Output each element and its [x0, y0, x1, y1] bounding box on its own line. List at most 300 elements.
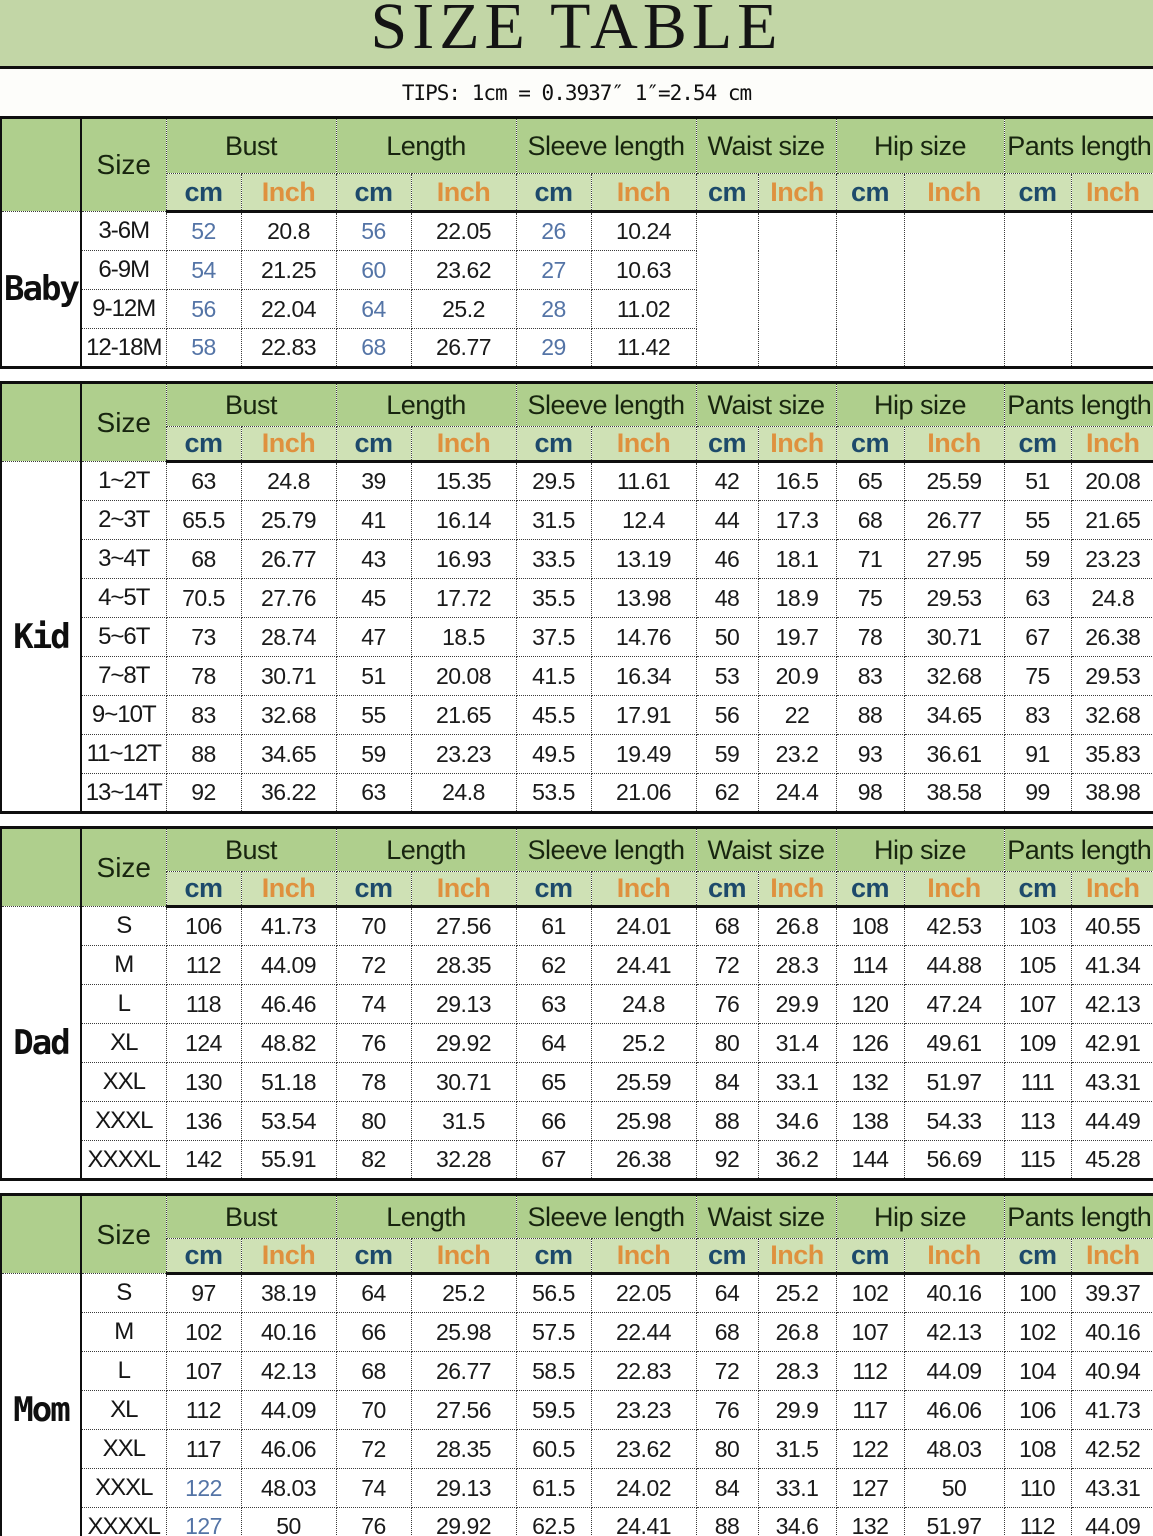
unit-header-cm-bust: cm — [166, 427, 241, 462]
size-cell: 13~14T — [81, 774, 166, 813]
value-cell: 29.13 — [411, 1469, 516, 1508]
unit-header-inch-waist-size: Inch — [758, 174, 836, 212]
unit-header-cm-bust: cm — [166, 1239, 241, 1274]
unit-header-inch-length: Inch — [411, 427, 516, 462]
table-row — [1, 985, 1153, 1024]
value-cell: 122 — [166, 1469, 241, 1508]
value-cell: 41 — [336, 501, 411, 540]
size-cell: S — [81, 1274, 166, 1313]
size-cell: XXL — [81, 1430, 166, 1469]
value-cell — [836, 329, 904, 368]
unit-header-cm-hip-size: cm — [836, 1239, 904, 1274]
value-cell: 44.49 — [1071, 1102, 1153, 1141]
value-cell: 26.77 — [904, 501, 1004, 540]
unit-header-cm-length: cm — [336, 174, 411, 212]
value-cell: 60.5 — [516, 1430, 591, 1469]
value-cell: 24.8 — [591, 985, 696, 1024]
header-corner-cell — [1, 828, 81, 907]
value-cell: 72 — [696, 946, 758, 985]
value-cell — [904, 329, 1004, 368]
value-cell: 111 — [1004, 1063, 1071, 1102]
tips-text: TIPS: 1cm = 0.3937″ 1″=2.54 cm — [401, 80, 752, 105]
table-row — [1, 907, 1153, 946]
value-cell: 68 — [336, 329, 411, 368]
value-cell: 64 — [336, 290, 411, 329]
value-cell: 84 — [696, 1063, 758, 1102]
column-header-sleeve-length: Sleeve length — [516, 1195, 696, 1239]
group-label-baby: Baby — [1, 212, 81, 368]
table-row — [1, 1508, 1153, 1536]
value-cell: 53.5 — [516, 774, 591, 813]
value-cell: 68 — [836, 501, 904, 540]
value-cell: 51 — [1004, 462, 1071, 501]
value-cell: 44.88 — [904, 946, 1004, 985]
value-cell — [1071, 290, 1153, 329]
unit-header-cm-hip-size: cm — [836, 872, 904, 907]
value-cell: 24.8 — [241, 462, 336, 501]
value-cell: 122 — [836, 1430, 904, 1469]
table-row — [1, 540, 1153, 579]
size-cell: XXL — [81, 1063, 166, 1102]
value-cell: 40.16 — [1071, 1313, 1153, 1352]
value-cell: 41.5 — [516, 657, 591, 696]
value-cell: 24.4 — [758, 774, 836, 813]
size-cell: XXXXL — [81, 1141, 166, 1180]
value-cell: 23.2 — [758, 735, 836, 774]
unit-header-cm-pants-length: cm — [1004, 174, 1071, 212]
unit-header-cm-hip-size: cm — [836, 427, 904, 462]
value-cell: 46.06 — [241, 1430, 336, 1469]
value-cell: 52 — [166, 212, 241, 251]
value-cell: 24.41 — [591, 946, 696, 985]
value-cell: 21.06 — [591, 774, 696, 813]
value-cell: 41.34 — [1071, 946, 1153, 985]
value-cell: 28.35 — [411, 1430, 516, 1469]
value-cell — [696, 212, 758, 251]
unit-header-cm-length: cm — [336, 427, 411, 462]
unit-header-inch-length: Inch — [411, 174, 516, 212]
value-cell: 51.97 — [904, 1063, 1004, 1102]
value-cell: 99 — [1004, 774, 1071, 813]
value-cell: 76 — [336, 1024, 411, 1063]
value-cell: 23.23 — [411, 735, 516, 774]
value-cell: 80 — [696, 1430, 758, 1469]
value-cell: 13.98 — [591, 579, 696, 618]
column-header-hip-size: Hip size — [836, 828, 1004, 872]
unit-header-cm-waist-size: cm — [696, 872, 758, 907]
size-cell: 6-9M — [81, 251, 166, 290]
value-cell: 20.08 — [411, 657, 516, 696]
value-cell: 25.2 — [411, 1274, 516, 1313]
value-cell: 42.53 — [904, 907, 1004, 946]
value-cell: 104 — [1004, 1352, 1071, 1391]
value-cell: 78 — [336, 1063, 411, 1102]
unit-header-inch-waist-size: Inch — [758, 1239, 836, 1274]
value-cell: 61.5 — [516, 1469, 591, 1508]
value-cell: 64 — [696, 1274, 758, 1313]
value-cell: 107 — [836, 1313, 904, 1352]
value-cell: 54 — [166, 251, 241, 290]
table-row — [1, 696, 1153, 735]
value-cell: 56.69 — [904, 1141, 1004, 1180]
value-cell: 17.3 — [758, 501, 836, 540]
value-cell: 74 — [336, 985, 411, 1024]
value-cell: 109 — [1004, 1024, 1071, 1063]
value-cell: 24.41 — [591, 1508, 696, 1536]
value-cell: 103 — [1004, 907, 1071, 946]
value-cell: 44.09 — [241, 1391, 336, 1430]
value-cell: 100 — [1004, 1274, 1071, 1313]
value-cell: 22.83 — [241, 329, 336, 368]
value-cell: 44 — [696, 501, 758, 540]
unit-header-inch-pants-length: Inch — [1071, 1239, 1153, 1274]
table-row — [1, 1063, 1153, 1102]
value-cell: 41.73 — [1071, 1391, 1153, 1430]
value-cell: 29.53 — [1071, 657, 1153, 696]
unit-header-cm-length: cm — [336, 1239, 411, 1274]
unit-header-inch-hip-size: Inch — [904, 1239, 1004, 1274]
unit-header-cm-sleeve-length: cm — [516, 1239, 591, 1274]
value-cell: 132 — [836, 1063, 904, 1102]
value-cell: 11.02 — [591, 290, 696, 329]
size-cell: 12-18M — [81, 329, 166, 368]
value-cell: 88 — [836, 696, 904, 735]
value-cell: 60 — [336, 251, 411, 290]
value-cell: 48 — [696, 579, 758, 618]
value-cell: 102 — [1004, 1313, 1071, 1352]
value-cell: 48.82 — [241, 1024, 336, 1063]
value-cell — [758, 329, 836, 368]
value-cell: 50 — [696, 618, 758, 657]
unit-header-cm-sleeve-length: cm — [516, 174, 591, 212]
value-cell: 126 — [836, 1024, 904, 1063]
value-cell: 32.68 — [904, 657, 1004, 696]
value-cell: 98 — [836, 774, 904, 813]
value-cell: 127 — [836, 1469, 904, 1508]
value-cell: 62 — [516, 946, 591, 985]
value-cell: 20.9 — [758, 657, 836, 696]
value-cell: 42.52 — [1071, 1430, 1153, 1469]
value-cell: 53 — [696, 657, 758, 696]
value-cell: 130 — [166, 1063, 241, 1102]
value-cell: 75 — [1004, 657, 1071, 696]
tips-strip — [0, 69, 1153, 116]
value-cell: 82 — [336, 1141, 411, 1180]
value-cell: 20.08 — [1071, 462, 1153, 501]
unit-header-cm-length: cm — [336, 872, 411, 907]
size-table-dad — [0, 826, 1153, 1181]
value-cell: 107 — [166, 1352, 241, 1391]
value-cell — [836, 290, 904, 329]
value-cell: 132 — [836, 1508, 904, 1536]
value-cell: 55 — [1004, 501, 1071, 540]
value-cell: 117 — [166, 1430, 241, 1469]
value-cell — [1071, 251, 1153, 290]
unit-header-inch-hip-size: Inch — [904, 872, 1004, 907]
unit-header-inch-sleeve-length: Inch — [591, 1239, 696, 1274]
value-cell: 51 — [336, 657, 411, 696]
value-cell: 54.33 — [904, 1102, 1004, 1141]
value-cell: 59 — [696, 735, 758, 774]
value-cell: 27.56 — [411, 1391, 516, 1430]
value-cell: 56 — [696, 696, 758, 735]
value-cell: 22.05 — [411, 212, 516, 251]
unit-header-inch-waist-size: Inch — [758, 427, 836, 462]
value-cell: 115 — [1004, 1141, 1071, 1180]
table-row — [1, 1430, 1153, 1469]
column-header-length: Length — [336, 828, 516, 872]
value-cell: 46 — [696, 540, 758, 579]
value-cell: 88 — [166, 735, 241, 774]
value-cell: 43.31 — [1071, 1469, 1153, 1508]
value-cell: 33.1 — [758, 1469, 836, 1508]
value-cell: 39.37 — [1071, 1274, 1153, 1313]
value-cell: 26.77 — [411, 329, 516, 368]
unit-header-inch-bust: Inch — [241, 427, 336, 462]
value-cell: 21.25 — [241, 251, 336, 290]
value-cell: 64 — [336, 1274, 411, 1313]
value-cell: 72 — [696, 1352, 758, 1391]
column-header-length: Length — [336, 1195, 516, 1239]
value-cell: 34.6 — [758, 1508, 836, 1536]
value-cell: 11.61 — [591, 462, 696, 501]
value-cell: 29.92 — [411, 1508, 516, 1536]
value-cell — [758, 251, 836, 290]
value-cell: 83 — [1004, 696, 1071, 735]
value-cell: 25.98 — [411, 1313, 516, 1352]
group-label-kid: Kid — [1, 462, 81, 813]
column-header-waist-size: Waist size — [696, 828, 836, 872]
value-cell: 29.92 — [411, 1024, 516, 1063]
value-cell: 26.8 — [758, 1313, 836, 1352]
value-cell: 29.13 — [411, 985, 516, 1024]
column-header-hip-size: Hip size — [836, 383, 1004, 427]
value-cell: 11.42 — [591, 329, 696, 368]
size-cell: XXXL — [81, 1469, 166, 1508]
value-cell: 26.77 — [241, 540, 336, 579]
value-cell — [1071, 329, 1153, 368]
column-header-bust: Bust — [166, 118, 336, 174]
value-cell: 67 — [516, 1141, 591, 1180]
value-cell: 142 — [166, 1141, 241, 1180]
unit-header-inch-sleeve-length: Inch — [591, 174, 696, 212]
table-row — [1, 501, 1153, 540]
value-cell: 42 — [696, 462, 758, 501]
value-cell: 78 — [836, 618, 904, 657]
header-corner-cell — [1, 118, 81, 212]
value-cell: 26.77 — [411, 1352, 516, 1391]
value-cell: 42.13 — [241, 1352, 336, 1391]
value-cell: 70 — [336, 907, 411, 946]
value-cell: 23.23 — [591, 1391, 696, 1430]
value-cell: 117 — [836, 1391, 904, 1430]
value-cell: 46.46 — [241, 985, 336, 1024]
value-cell: 29.9 — [758, 985, 836, 1024]
size-cell: 2~3T — [81, 501, 166, 540]
value-cell: 51.97 — [904, 1508, 1004, 1536]
unit-header-inch-pants-length: Inch — [1071, 427, 1153, 462]
table-row — [1, 1102, 1153, 1141]
value-cell: 32.68 — [1071, 696, 1153, 735]
value-cell: 24.02 — [591, 1469, 696, 1508]
value-cell: 29.9 — [758, 1391, 836, 1430]
value-cell: 88 — [696, 1508, 758, 1536]
value-cell: 91 — [1004, 735, 1071, 774]
unit-header-inch-pants-length: Inch — [1071, 174, 1153, 212]
value-cell: 27.76 — [241, 579, 336, 618]
size-cell: M — [81, 946, 166, 985]
value-cell: 49.61 — [904, 1024, 1004, 1063]
column-header-waist-size: Waist size — [696, 118, 836, 174]
table-row — [1, 618, 1153, 657]
value-cell: 76 — [696, 985, 758, 1024]
value-cell: 34.65 — [241, 735, 336, 774]
value-cell: 42.13 — [1071, 985, 1153, 1024]
value-cell: 92 — [696, 1141, 758, 1180]
value-cell: 72 — [336, 1430, 411, 1469]
value-cell: 10.24 — [591, 212, 696, 251]
size-table-kid — [0, 381, 1153, 814]
value-cell: 15.35 — [411, 462, 516, 501]
value-cell: 44.09 — [241, 946, 336, 985]
value-cell: 56 — [166, 290, 241, 329]
value-cell: 47 — [336, 618, 411, 657]
column-header-bust: Bust — [166, 1195, 336, 1239]
value-cell: 17.72 — [411, 579, 516, 618]
value-cell: 40.94 — [1071, 1352, 1153, 1391]
value-cell: 75 — [836, 579, 904, 618]
value-cell: 27 — [516, 251, 591, 290]
value-cell: 45.28 — [1071, 1141, 1153, 1180]
column-header-pants-length: Pants length — [1004, 383, 1153, 427]
size-cell: L — [81, 1352, 166, 1391]
value-cell: 24.8 — [1071, 579, 1153, 618]
value-cell: 108 — [1004, 1430, 1071, 1469]
value-cell: 38.58 — [904, 774, 1004, 813]
unit-header-cm-waist-size: cm — [696, 1239, 758, 1274]
value-cell: 35.83 — [1071, 735, 1153, 774]
value-cell: 19.49 — [591, 735, 696, 774]
value-cell: 18.1 — [758, 540, 836, 579]
column-header-bust: Bust — [166, 828, 336, 872]
unit-header-cm-sleeve-length: cm — [516, 872, 591, 907]
value-cell: 35.5 — [516, 579, 591, 618]
value-cell: 29.53 — [904, 579, 1004, 618]
value-cell: 25.2 — [591, 1024, 696, 1063]
column-header-waist-size: Waist size — [696, 1195, 836, 1239]
size-table-baby — [0, 116, 1153, 369]
value-cell: 30.71 — [241, 657, 336, 696]
value-cell: 59.5 — [516, 1391, 591, 1430]
value-cell: 65 — [836, 462, 904, 501]
value-cell: 56.5 — [516, 1274, 591, 1313]
value-cell: 102 — [166, 1313, 241, 1352]
value-cell: 65.5 — [166, 501, 241, 540]
value-cell: 112 — [836, 1352, 904, 1391]
value-cell: 28 — [516, 290, 591, 329]
value-cell: 46.06 — [904, 1391, 1004, 1430]
value-cell: 114 — [836, 946, 904, 985]
value-cell: 76 — [336, 1508, 411, 1536]
value-cell: 28.3 — [758, 946, 836, 985]
value-cell: 42.13 — [904, 1313, 1004, 1352]
value-cell: 30.71 — [411, 1063, 516, 1102]
table-row — [1, 212, 1153, 251]
value-cell: 19.7 — [758, 618, 836, 657]
value-cell — [758, 290, 836, 329]
value-cell — [696, 329, 758, 368]
table-row — [1, 774, 1153, 813]
value-cell: 21.65 — [411, 696, 516, 735]
value-cell: 23.62 — [591, 1430, 696, 1469]
column-header-hip-size: Hip size — [836, 118, 1004, 174]
value-cell: 136 — [166, 1102, 241, 1141]
value-cell: 27.95 — [904, 540, 1004, 579]
unit-header-inch-length: Inch — [411, 1239, 516, 1274]
table-row — [1, 1313, 1153, 1352]
value-cell: 78 — [166, 657, 241, 696]
value-cell — [696, 251, 758, 290]
value-cell: 62.5 — [516, 1508, 591, 1536]
size-cell: M — [81, 1313, 166, 1352]
value-cell: 70 — [336, 1391, 411, 1430]
value-cell: 56 — [336, 212, 411, 251]
value-cell — [1071, 212, 1153, 251]
size-cell: 9~10T — [81, 696, 166, 735]
group-label-dad: Dad — [1, 907, 81, 1180]
value-cell: 21.65 — [1071, 501, 1153, 540]
value-cell: 120 — [836, 985, 904, 1024]
value-cell: 105 — [1004, 946, 1071, 985]
value-cell: 67 — [1004, 618, 1071, 657]
value-cell: 65 — [516, 1063, 591, 1102]
value-cell: 38.19 — [241, 1274, 336, 1313]
size-column-header: Size — [81, 383, 166, 462]
value-cell: 110 — [1004, 1469, 1071, 1508]
value-cell: 32.28 — [411, 1141, 516, 1180]
size-cell: S — [81, 907, 166, 946]
value-cell: 24.8 — [411, 774, 516, 813]
value-cell: 40.16 — [241, 1313, 336, 1352]
value-cell: 51.18 — [241, 1063, 336, 1102]
value-cell: 26.38 — [1071, 618, 1153, 657]
column-header-pants-length: Pants length — [1004, 118, 1153, 174]
value-cell: 70.5 — [166, 579, 241, 618]
value-cell: 113 — [1004, 1102, 1071, 1141]
column-header-pants-length: Pants length — [1004, 828, 1153, 872]
table-row — [1, 735, 1153, 774]
size-cell: 11~12T — [81, 735, 166, 774]
value-cell: 27.56 — [411, 907, 516, 946]
value-cell: 57.5 — [516, 1313, 591, 1352]
value-cell: 68 — [696, 1313, 758, 1352]
value-cell — [904, 251, 1004, 290]
unit-header-inch-sleeve-length: Inch — [591, 427, 696, 462]
value-cell: 63 — [1004, 579, 1071, 618]
value-cell — [696, 290, 758, 329]
value-cell: 26 — [516, 212, 591, 251]
size-cell: XL — [81, 1391, 166, 1430]
column-header-sleeve-length: Sleeve length — [516, 118, 696, 174]
value-cell: 39 — [336, 462, 411, 501]
value-cell: 28.74 — [241, 618, 336, 657]
value-cell: 26.38 — [591, 1141, 696, 1180]
size-cell: 5~6T — [81, 618, 166, 657]
unit-header-inch-hip-size: Inch — [904, 427, 1004, 462]
value-cell: 12.4 — [591, 501, 696, 540]
size-column-header: Size — [81, 1195, 166, 1274]
value-cell: 93 — [836, 735, 904, 774]
